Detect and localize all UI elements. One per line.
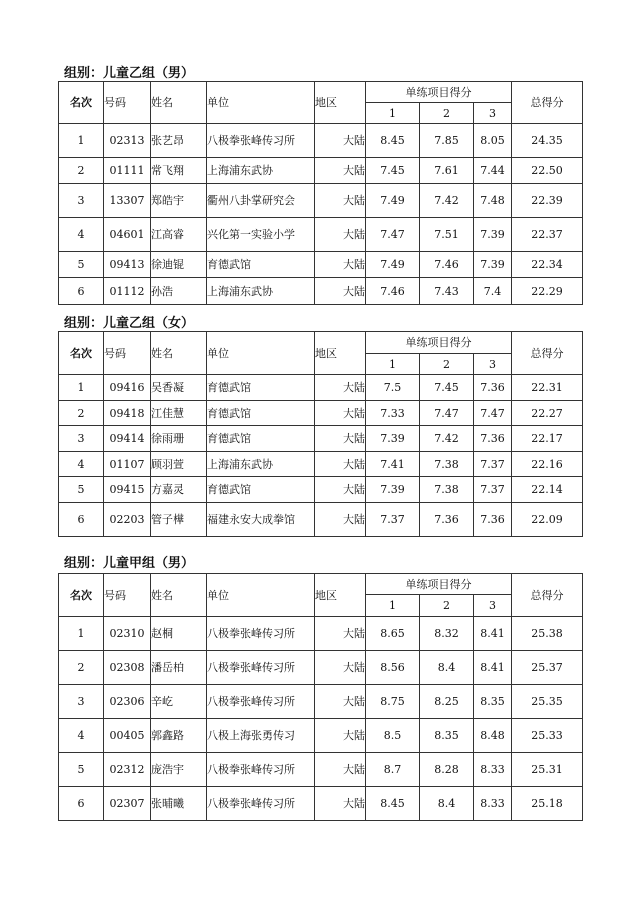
- region-cell: 大陆: [315, 787, 366, 821]
- header-score-3: 3: [474, 354, 512, 375]
- header-scores-group: 单练项目得分: [366, 82, 512, 103]
- header-unit: 单位: [207, 82, 315, 124]
- header-score-1: 1: [366, 103, 420, 124]
- name-cell: 孙浩: [151, 278, 207, 305]
- group-title: 组别：儿童乙组（男）: [64, 66, 195, 81]
- rank-cell: 2: [59, 158, 104, 184]
- number-cell: 04601: [104, 218, 151, 252]
- header-scores-group: 单练项目得分: [366, 332, 512, 354]
- region-cell: 大陆: [315, 218, 366, 252]
- header-region: 地区: [315, 574, 366, 617]
- number-cell: 09418: [104, 401, 151, 426]
- score-3-cell: 7.48: [474, 184, 512, 218]
- table-row: [59, 375, 583, 401]
- header-total: 总得分: [512, 332, 583, 375]
- header-score-1: 1: [366, 595, 420, 617]
- table-row: [59, 184, 583, 218]
- number-cell: 00405: [104, 719, 151, 753]
- number-cell: 01107: [104, 452, 151, 477]
- score-2-cell: 7.42: [420, 426, 474, 452]
- table-row: [59, 477, 583, 503]
- name-cell: 顾羽萱: [151, 452, 207, 477]
- name-cell: 常飞翔: [151, 158, 207, 184]
- header-score-2: 2: [420, 354, 474, 375]
- score-1-cell: 7.49: [366, 252, 420, 278]
- score-1-cell: 8.45: [366, 124, 420, 158]
- number-cell: 01111: [104, 158, 151, 184]
- rank-cell: 4: [59, 218, 104, 252]
- table-row: [59, 426, 583, 452]
- table-row: [59, 753, 583, 787]
- region-cell: 大陆: [315, 617, 366, 651]
- name-cell: 庞浩宇: [151, 753, 207, 787]
- score-1-cell: 7.37: [366, 503, 420, 537]
- number-cell: 02203: [104, 503, 151, 537]
- score-2-cell: 7.36: [420, 503, 474, 537]
- score-2-cell: 8.4: [420, 651, 474, 685]
- name-cell: 江高睿: [151, 218, 207, 252]
- region-cell: 大陆: [315, 651, 366, 685]
- header-number: 号码: [104, 82, 151, 124]
- score-1-cell: 7.41: [366, 452, 420, 477]
- unit-cell: 育德武馆: [207, 375, 315, 401]
- unit-cell: 上海浦东武协: [207, 452, 315, 477]
- total-cell: 25.33: [512, 719, 583, 753]
- total-cell: 22.39: [512, 184, 583, 218]
- header-scores-group: 单练项目得分: [366, 574, 512, 595]
- results-table: [58, 81, 583, 305]
- region-cell: 大陆: [315, 158, 366, 184]
- table-row: [59, 278, 583, 305]
- score-1-cell: 8.65: [366, 617, 420, 651]
- rank-cell: 1: [59, 375, 104, 401]
- rank-cell: 3: [59, 184, 104, 218]
- score-3-cell: 7.39: [474, 252, 512, 278]
- table-row: [59, 719, 583, 753]
- rank-cell: 3: [59, 426, 104, 452]
- table-row: [59, 503, 583, 537]
- number-cell: 02310: [104, 617, 151, 651]
- number-cell: 02306: [104, 685, 151, 719]
- score-3-cell: 7.36: [474, 503, 512, 537]
- number-cell: 09414: [104, 426, 151, 452]
- header-number: 号码: [104, 332, 151, 375]
- score-2-cell: 8.25: [420, 685, 474, 719]
- rank-cell: 6: [59, 787, 104, 821]
- table-row: [59, 158, 583, 184]
- score-2-cell: 7.46: [420, 252, 474, 278]
- total-cell: 22.34: [512, 252, 583, 278]
- unit-cell: 育德武馆: [207, 426, 315, 452]
- region-cell: 大陆: [315, 452, 366, 477]
- region-cell: 大陆: [315, 124, 366, 158]
- number-cell: 09413: [104, 252, 151, 278]
- table-row: [59, 651, 583, 685]
- table-row: [59, 124, 583, 158]
- group-title: 组别：儿童甲组（男）: [64, 556, 195, 571]
- header-name: 姓名: [151, 574, 207, 617]
- score-3-cell: 8.41: [474, 617, 512, 651]
- name-cell: 潘岳柏: [151, 651, 207, 685]
- score-2-cell: 7.45: [420, 375, 474, 401]
- number-cell: 02312: [104, 753, 151, 787]
- name-cell: 管子樺: [151, 503, 207, 537]
- total-cell: 22.27: [512, 401, 583, 426]
- name-cell: 辛屹: [151, 685, 207, 719]
- number-cell: 09416: [104, 375, 151, 401]
- header-total: 总得分: [512, 82, 583, 124]
- total-cell: 22.50: [512, 158, 583, 184]
- score-1-cell: 7.46: [366, 278, 420, 305]
- score-1-cell: 8.7: [366, 753, 420, 787]
- name-cell: 郭鑫路: [151, 719, 207, 753]
- unit-cell: 八极拳张峰传习所: [207, 787, 315, 821]
- region-cell: 大陆: [315, 753, 366, 787]
- rank-cell: 5: [59, 252, 104, 278]
- header-rank: 名次: [59, 332, 104, 375]
- header-region: 地区: [315, 82, 366, 124]
- score-2-cell: 7.38: [420, 452, 474, 477]
- score-2-cell: 8.4: [420, 787, 474, 821]
- total-cell: 25.18: [512, 787, 583, 821]
- rank-cell: 2: [59, 651, 104, 685]
- score-2-cell: 8.32: [420, 617, 474, 651]
- name-cell: 郑皓宇: [151, 184, 207, 218]
- rank-cell: 4: [59, 452, 104, 477]
- score-2-cell: 7.43: [420, 278, 474, 305]
- score-2-cell: 7.85: [420, 124, 474, 158]
- total-cell: 22.09: [512, 503, 583, 537]
- region-cell: 大陆: [315, 719, 366, 753]
- score-3-cell: 7.36: [474, 375, 512, 401]
- score-1-cell: 7.33: [366, 401, 420, 426]
- table-row: [59, 617, 583, 651]
- number-cell: 01112: [104, 278, 151, 305]
- rank-cell: 6: [59, 503, 104, 537]
- name-cell: 徐雨珊: [151, 426, 207, 452]
- unit-cell: 八极拳张峰传习所: [207, 124, 315, 158]
- number-cell: 02313: [104, 124, 151, 158]
- total-cell: 22.37: [512, 218, 583, 252]
- unit-cell: 八极拳张峰传习所: [207, 753, 315, 787]
- name-cell: 赵桐: [151, 617, 207, 651]
- number-cell: 02307: [104, 787, 151, 821]
- header-rank: 名次: [59, 82, 104, 124]
- header-score-3: 3: [474, 595, 512, 617]
- rank-cell: 5: [59, 477, 104, 503]
- name-cell: 张艺昂: [151, 124, 207, 158]
- score-3-cell: 7.36: [474, 426, 512, 452]
- score-3-cell: 7.37: [474, 477, 512, 503]
- name-cell: 方嘉灵: [151, 477, 207, 503]
- rank-cell: 3: [59, 685, 104, 719]
- rank-cell: 1: [59, 124, 104, 158]
- score-2-cell: 7.51: [420, 218, 474, 252]
- score-1-cell: 7.39: [366, 426, 420, 452]
- group-title: 组别：儿童乙组（女）: [64, 316, 195, 331]
- unit-cell: 八极拳张峰传习所: [207, 617, 315, 651]
- table-row: [59, 452, 583, 477]
- total-cell: 25.35: [512, 685, 583, 719]
- total-cell: 25.31: [512, 753, 583, 787]
- name-cell: 吴香凝: [151, 375, 207, 401]
- unit-cell: 八极拳张峰传习所: [207, 685, 315, 719]
- header-score-1: 1: [366, 354, 420, 375]
- total-cell: 24.35: [512, 124, 583, 158]
- results-table: [58, 331, 583, 537]
- score-3-cell: 8.41: [474, 651, 512, 685]
- score-3-cell: 7.47: [474, 401, 512, 426]
- region-cell: 大陆: [315, 426, 366, 452]
- region-cell: 大陆: [315, 503, 366, 537]
- total-cell: 25.37: [512, 651, 583, 685]
- unit-cell: 上海浦东武协: [207, 158, 315, 184]
- header-unit: 单位: [207, 574, 315, 617]
- table-row: [59, 787, 583, 821]
- rank-cell: 1: [59, 617, 104, 651]
- score-1-cell: 8.5: [366, 719, 420, 753]
- score-1-cell: 8.75: [366, 685, 420, 719]
- score-2-cell: 8.28: [420, 753, 474, 787]
- name-cell: 张晡曦: [151, 787, 207, 821]
- score-3-cell: 7.44: [474, 158, 512, 184]
- unit-cell: 八极拳张峰传习所: [207, 651, 315, 685]
- rank-cell: 5: [59, 753, 104, 787]
- name-cell: 江佳慧: [151, 401, 207, 426]
- number-cell: 02308: [104, 651, 151, 685]
- score-1-cell: 7.45: [366, 158, 420, 184]
- region-cell: 大陆: [315, 252, 366, 278]
- table-row: [59, 401, 583, 426]
- score-1-cell: 8.45: [366, 787, 420, 821]
- total-cell: 22.14: [512, 477, 583, 503]
- rank-cell: 4: [59, 719, 104, 753]
- score-1-cell: 8.56: [366, 651, 420, 685]
- table-row: [59, 252, 583, 278]
- total-cell: 22.29: [512, 278, 583, 305]
- unit-cell: 福建永安大成拳馆: [207, 503, 315, 537]
- score-3-cell: 8.33: [474, 753, 512, 787]
- score-1-cell: 7.5: [366, 375, 420, 401]
- header-name: 姓名: [151, 82, 207, 124]
- score-3-cell: 7.39: [474, 218, 512, 252]
- total-cell: 22.31: [512, 375, 583, 401]
- score-3-cell: 7.4: [474, 278, 512, 305]
- total-cell: 22.17: [512, 426, 583, 452]
- unit-cell: 上海浦东武协: [207, 278, 315, 305]
- table-row: [59, 218, 583, 252]
- unit-cell: 育德武馆: [207, 252, 315, 278]
- header-unit: 单位: [207, 332, 315, 375]
- number-cell: 09415: [104, 477, 151, 503]
- rank-cell: 6: [59, 278, 104, 305]
- score-1-cell: 7.39: [366, 477, 420, 503]
- score-1-cell: 7.47: [366, 218, 420, 252]
- region-cell: 大陆: [315, 477, 366, 503]
- name-cell: 徐迪锟: [151, 252, 207, 278]
- score-3-cell: 8.48: [474, 719, 512, 753]
- region-cell: 大陆: [315, 401, 366, 426]
- header-score-3: 3: [474, 103, 512, 124]
- header-rank: 名次: [59, 574, 104, 617]
- score-3-cell: 8.33: [474, 787, 512, 821]
- score-2-cell: 7.42: [420, 184, 474, 218]
- unit-cell: 育德武馆: [207, 477, 315, 503]
- rank-cell: 2: [59, 401, 104, 426]
- results-table: [58, 573, 583, 821]
- unit-cell: 育德武馆: [207, 401, 315, 426]
- unit-cell: 八极上海张勇传习: [207, 719, 315, 753]
- region-cell: 大陆: [315, 375, 366, 401]
- header-score-2: 2: [420, 103, 474, 124]
- table-row: [59, 685, 583, 719]
- header-score-2: 2: [420, 595, 474, 617]
- unit-cell: 兴化第一实验小学: [207, 218, 315, 252]
- score-2-cell: 8.35: [420, 719, 474, 753]
- region-cell: 大陆: [315, 278, 366, 305]
- header-total: 总得分: [512, 574, 583, 617]
- header-number: 号码: [104, 574, 151, 617]
- total-cell: 25.38: [512, 617, 583, 651]
- unit-cell: 衢州八卦掌研究会: [207, 184, 315, 218]
- header-region: 地区: [315, 332, 366, 375]
- score-3-cell: 8.35: [474, 685, 512, 719]
- region-cell: 大陆: [315, 685, 366, 719]
- score-3-cell: 8.05: [474, 124, 512, 158]
- header-name: 姓名: [151, 332, 207, 375]
- number-cell: 13307: [104, 184, 151, 218]
- score-3-cell: 7.37: [474, 452, 512, 477]
- score-2-cell: 7.38: [420, 477, 474, 503]
- score-1-cell: 7.49: [366, 184, 420, 218]
- region-cell: 大陆: [315, 184, 366, 218]
- total-cell: 22.16: [512, 452, 583, 477]
- score-2-cell: 7.47: [420, 401, 474, 426]
- score-2-cell: 7.61: [420, 158, 474, 184]
